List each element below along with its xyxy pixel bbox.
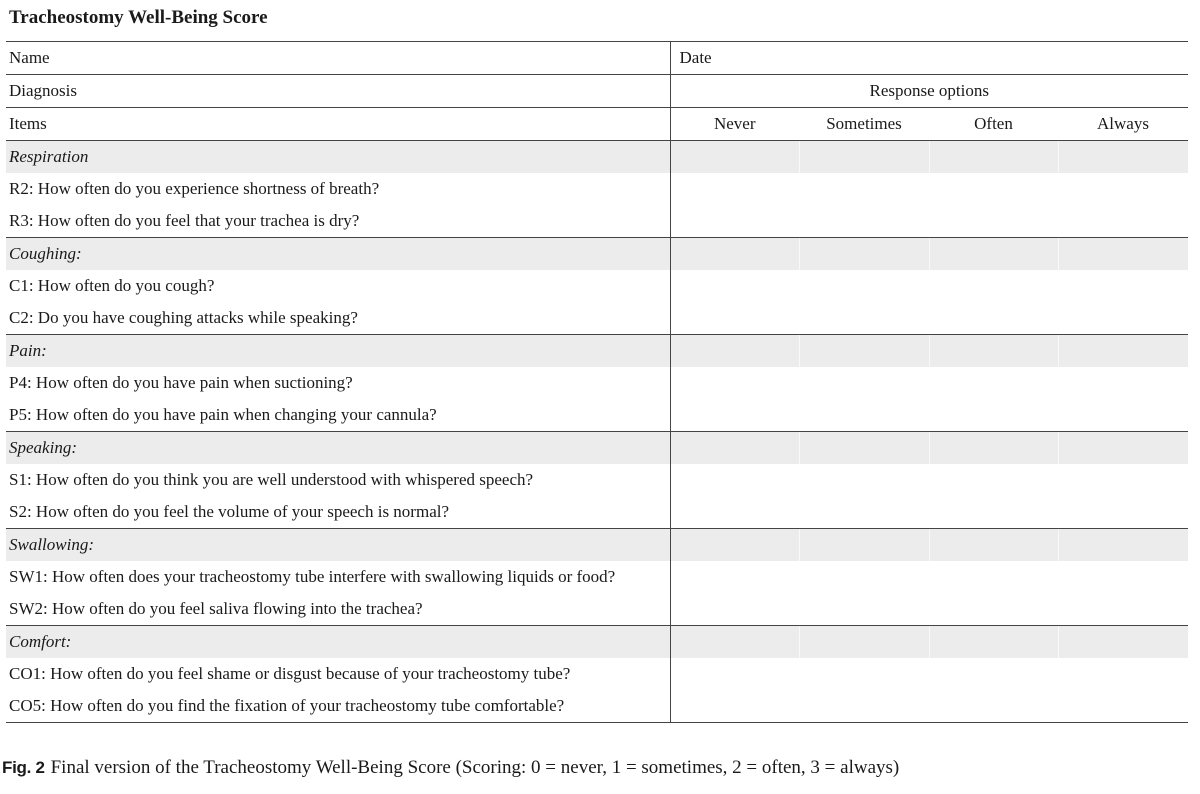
group-response-cell <box>799 238 929 271</box>
response-cell-always[interactable] <box>1058 464 1188 496</box>
option-always: Always <box>1058 108 1188 141</box>
item-text: CO1: How often do you feel shame or disgust because of your tracheostomy tube? <box>9 664 571 683</box>
group-label: Swallowing: <box>6 529 670 562</box>
response-cell-never[interactable] <box>670 593 799 626</box>
group-response-cell <box>929 238 1058 271</box>
item-row <box>6 690 1188 723</box>
group-row <box>6 529 1188 562</box>
response-cell-never[interactable] <box>670 270 799 302</box>
item-text: P5: How often do you have pain when changing your cannula? <box>9 405 437 424</box>
response-cell-often[interactable] <box>929 399 1058 432</box>
response-cell-never[interactable] <box>670 367 799 399</box>
group-response-cell <box>929 626 1058 659</box>
response-cell-never[interactable] <box>670 302 799 335</box>
item-text: P4: How often do you have pain when suctioning? <box>9 373 353 392</box>
response-cell-always[interactable] <box>1058 367 1188 399</box>
item-row <box>6 561 1188 593</box>
item-text: SW2: How often do you feel saliva flowing into the trachea? <box>9 599 423 618</box>
response-cell-often[interactable] <box>929 302 1058 335</box>
group-response-cell <box>1058 238 1188 271</box>
group-row <box>6 335 1188 368</box>
group-response-cell <box>1058 141 1188 174</box>
item-row <box>6 173 1188 205</box>
response-options-label: Response options <box>670 75 1188 108</box>
item-row <box>6 464 1188 496</box>
group-response-cell <box>929 335 1058 368</box>
response-cell-always[interactable] <box>1058 690 1188 723</box>
response-cell-always[interactable] <box>1058 270 1188 302</box>
response-cell-often[interactable] <box>929 270 1058 302</box>
item-text: SW1: How often does your tracheostomy tube interfere with swallowing liquids or food? <box>9 567 616 586</box>
response-cell-never[interactable] <box>670 205 799 238</box>
response-cell-always[interactable] <box>1058 302 1188 335</box>
item-row <box>6 496 1188 529</box>
group-label: Coughing: <box>6 238 670 271</box>
group-response-cell <box>799 335 929 368</box>
group-response-cell <box>799 432 929 465</box>
response-cell-always[interactable] <box>1058 496 1188 529</box>
item-row <box>6 367 1188 399</box>
item-text: S2: How often do you feel the volume of your speech is normal? <box>9 502 450 521</box>
figure-caption <box>2 757 899 779</box>
group-response-cell <box>799 529 929 562</box>
item-text: R3: How often do you feel that your trachea is dry? <box>9 211 360 230</box>
item-text: C2: Do you have coughing attacks while speaking? <box>9 308 358 327</box>
group-row <box>6 432 1188 465</box>
response-cell-never[interactable] <box>670 561 799 593</box>
response-cell-often[interactable] <box>929 205 1058 238</box>
response-cell-always[interactable] <box>1058 173 1188 205</box>
item-text: S1: How often do you think you are well understood with whispered speech? <box>9 470 534 489</box>
group-response-cell <box>799 626 929 659</box>
item-text: C1: How often do you cough? <box>9 276 215 295</box>
group-response-cell <box>1058 529 1188 562</box>
group-label: Pain: <box>6 335 670 368</box>
response-cell-sometimes[interactable] <box>799 367 929 399</box>
response-cell-sometimes[interactable] <box>799 302 929 335</box>
response-cell-sometimes[interactable] <box>799 658 929 690</box>
response-cell-never[interactable] <box>670 496 799 529</box>
response-cell-often[interactable] <box>929 561 1058 593</box>
group-response-cell <box>799 141 929 174</box>
response-cell-never[interactable] <box>670 690 799 723</box>
item-text: R2: How often do you experience shortness of breath? <box>9 179 380 198</box>
group-response-cell <box>670 626 799 659</box>
group-response-cell <box>1058 626 1188 659</box>
group-response-cell <box>1058 432 1188 465</box>
response-cell-sometimes[interactable] <box>799 399 929 432</box>
diagnosis-label: Diagnosis <box>6 75 670 108</box>
response-cell-sometimes[interactable] <box>799 173 929 205</box>
group-response-cell <box>929 529 1058 562</box>
response-cell-always[interactable] <box>1058 658 1188 690</box>
response-cell-never[interactable] <box>670 399 799 432</box>
response-cell-sometimes[interactable] <box>799 464 929 496</box>
response-cell-often[interactable] <box>929 496 1058 529</box>
item-row <box>6 302 1188 335</box>
response-cell-always[interactable] <box>1058 593 1188 626</box>
group-label: Speaking: <box>6 432 670 465</box>
group-response-cell <box>670 238 799 271</box>
items-label: Items <box>6 108 670 141</box>
name-label: Name <box>6 42 670 75</box>
group-label: Comfort: <box>6 626 670 659</box>
questionnaire-body <box>6 42 1188 723</box>
group-label: Respiration <box>6 141 670 174</box>
item-row <box>6 205 1188 238</box>
item-text: CO5: How often do you find the fixation of your tracheostomy tube comfortable? <box>6 690 670 723</box>
response-cell-always[interactable] <box>1058 561 1188 593</box>
group-response-cell <box>929 141 1058 174</box>
group-response-cell <box>1058 335 1188 368</box>
group-response-cell <box>670 529 799 562</box>
items-header-row <box>6 108 1188 141</box>
group-response-cell <box>670 335 799 368</box>
response-cell-often[interactable] <box>929 173 1058 205</box>
option-sometimes: Sometimes <box>799 108 929 141</box>
response-cell-sometimes[interactable] <box>799 496 929 529</box>
group-response-cell <box>670 141 799 174</box>
group-row <box>6 626 1188 659</box>
response-cell-always[interactable] <box>1058 205 1188 238</box>
item-row <box>6 270 1188 302</box>
diagnosis-row <box>6 75 1188 108</box>
item-row <box>6 658 1188 690</box>
date-label: Date <box>670 42 1188 75</box>
response-cell-sometimes[interactable] <box>799 270 929 302</box>
response-cell-often[interactable] <box>929 593 1058 626</box>
figure-label: Fig. 2 <box>2 758 45 777</box>
response-cell-often[interactable] <box>929 464 1058 496</box>
form-title: Tracheostomy Well-Being Score <box>9 7 268 28</box>
response-cell-never[interactable] <box>670 173 799 205</box>
group-response-cell <box>670 432 799 465</box>
response-cell-often[interactable] <box>929 690 1058 723</box>
figure-caption-text: Final version of the Tracheostomy Well-Being Score (Scoring: 0 = never, 1 = sometimes, 2 = often, 3 = always) <box>50 757 900 778</box>
response-cell-often[interactable] <box>929 367 1058 399</box>
group-response-cell <box>929 432 1058 465</box>
response-cell-sometimes[interactable] <box>799 205 929 238</box>
response-cell-sometimes[interactable] <box>799 593 929 626</box>
option-often: Often <box>929 108 1058 141</box>
option-never: Never <box>670 108 799 141</box>
group-row <box>6 141 1188 174</box>
response-cell-always[interactable] <box>1058 399 1188 432</box>
response-cell-never[interactable] <box>670 464 799 496</box>
item-row <box>6 593 1188 626</box>
response-cell-often[interactable] <box>929 658 1058 690</box>
response-cell-sometimes[interactable] <box>799 690 929 723</box>
name-date-row <box>6 42 1188 75</box>
questionnaire-table <box>6 41 1188 723</box>
response-cell-sometimes[interactable] <box>799 561 929 593</box>
response-cell-never[interactable] <box>670 658 799 690</box>
item-row <box>6 399 1188 432</box>
group-row <box>6 238 1188 271</box>
